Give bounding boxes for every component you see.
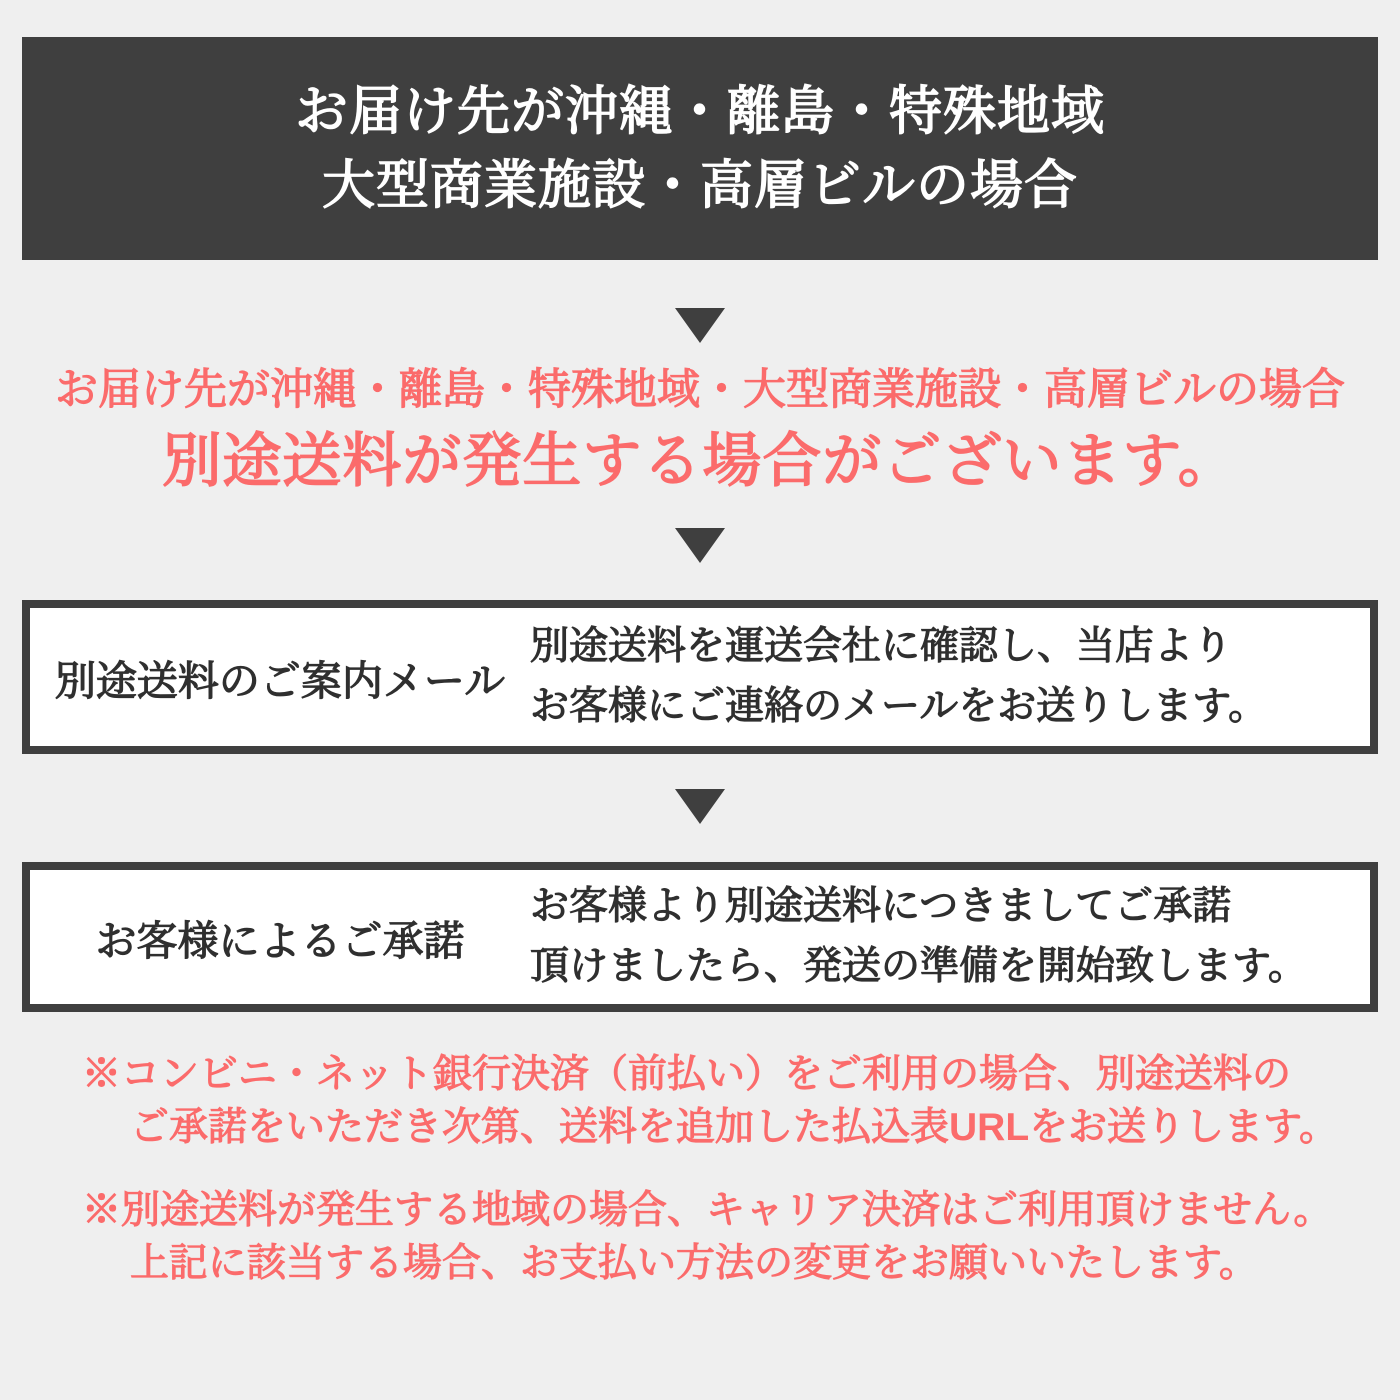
step-description-line2: 頂けましたら、発送の準備を開始致します。 <box>530 945 1307 988</box>
alert-condition-line: お届け先が沖縄・離島・特殊地域・大型商業施設・高層ビルの場合 <box>55 366 1345 414</box>
down-arrow-icon <box>675 308 725 343</box>
step-label: お客様によるご承諾 <box>95 917 465 964</box>
step-description-line2: お客様にご連絡のメールをお送りします。 <box>530 685 1268 728</box>
step-description-line1: お客様より別途送料につきましてご承諾 <box>530 885 1232 928</box>
step-customer-approval-box <box>22 862 1378 1012</box>
step-description <box>530 617 1370 737</box>
step-description-line1: 別途送料を運送会社に確認し、当店より <box>530 625 1233 668</box>
down-arrow-icon <box>675 789 725 824</box>
footnote-line1: ※別途送料が発生する地域の場合、キャリア決済はご利用頂けません。 <box>82 1189 1333 1232</box>
footnotes <box>82 1048 1382 1320</box>
down-arrow-icon <box>675 528 725 563</box>
alert-fee-line: 別途送料が発生する場合がございます。 <box>162 428 1238 494</box>
extra-fee-alert <box>0 366 1400 494</box>
header-title-box <box>22 37 1378 260</box>
footnote-carrier-payment <box>82 1184 1382 1290</box>
footnote-prepayment <box>82 1048 1382 1154</box>
header-title-line1: お届け先が沖縄・離島・特殊地域 <box>295 81 1105 141</box>
step-description <box>530 877 1370 997</box>
footnote-line2: 上記に該当する場合、お支払い方法の変更をお願いいたします。 <box>130 1242 1258 1285</box>
footnote-line1: ※コンビニ・ネット銀行決済（前払い）をご利用の場合、別途送料の <box>82 1053 1292 1096</box>
step-label: 別途送料のご案内メール <box>54 657 506 704</box>
step-notification-mail-box <box>22 600 1378 754</box>
footnote-line2: ご承諾をいただき次第、送料を追加した払込表URLをお送りします。 <box>130 1106 1339 1149</box>
header-title-line2: 大型商業施設・高層ビルの場合 <box>322 155 1078 215</box>
